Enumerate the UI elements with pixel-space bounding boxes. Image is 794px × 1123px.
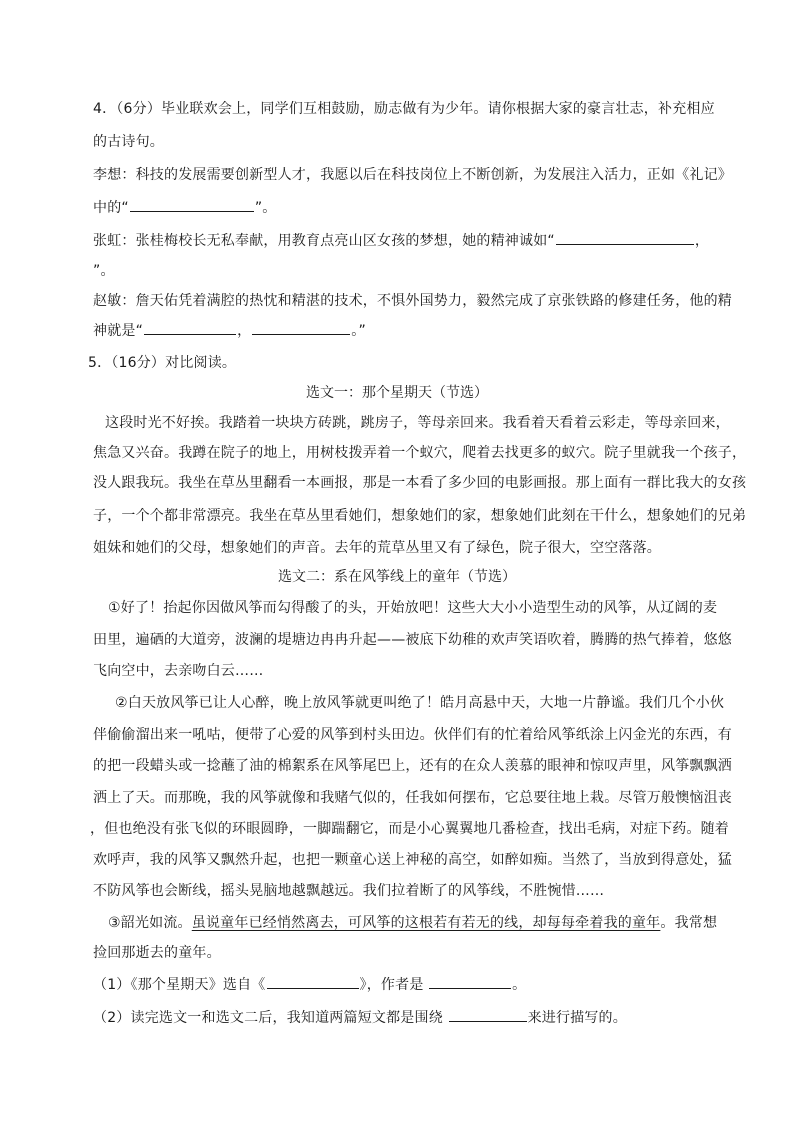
sub2-suffix: 来进行描写的。 bbox=[527, 1010, 627, 1026]
text2-p2-line-1: ②白天放风筝已让人心醉，晚上放风筝就更叫绝了！皓月高悬中天，大地一片静谧。我们几个小伙 bbox=[115, 695, 725, 711]
text2-p2-line-4: 洒上了天。而那晚，我的风筝就像和我赌气似的，任我如何摆布，它总要往地上栽。尽管万般懊恼沮丧 bbox=[93, 790, 732, 806]
text2-p3-line-2: 捡回那逝去的童年。 bbox=[93, 945, 221, 961]
sub-question-2 bbox=[93, 1007, 627, 1029]
text2-p1-line-3: 飞向空中，去亲吻白云…… bbox=[93, 663, 264, 679]
sub2-topic-blank[interactable] bbox=[449, 1007, 527, 1022]
lixiang-answer-blank[interactable] bbox=[130, 197, 254, 212]
zhanghong-line1 bbox=[93, 230, 709, 252]
sub2-prefix: （2）读完选文一和选文二后，我知道两篇短文都是围绕 bbox=[93, 1010, 443, 1026]
zhaomin-line2-prefix: 神就是“ bbox=[93, 323, 144, 339]
zhanghong-line1-text: 张虹：张桂梅校长无私奉献，用教育点亮山区女孩的梦想，她的精神诚如“ bbox=[93, 233, 555, 249]
zhaomin-answer-blank-1[interactable] bbox=[144, 320, 236, 335]
text2-p2-line-5: ，但也绝没有张飞似的环眼圆睁，一脚踹翻它，而是小心翼翼地几番检查，找出毛病，对症下药。随着 bbox=[90, 821, 729, 837]
lixiang-line1: 李想：科技的发展需要创新型人才，我愿以后在科技岗位上不断创新，为发展注入活力，正如《礼记》 bbox=[93, 167, 732, 183]
text1-title: 选文一：那个星期天（节选） bbox=[306, 385, 488, 401]
zhaomin-line2-suffix: 。” bbox=[351, 323, 366, 339]
text1-line-1: 这段时光不好挨。我踏着一块块方砖跳，跳房子，等母亲回来。我看着天看着云彩走，等母亲回来， bbox=[105, 415, 730, 431]
zhanghong-line1-comma: ， bbox=[694, 233, 710, 249]
lixiang-line2-prefix: 中的“ bbox=[93, 200, 129, 216]
q4-header-line1: 4．（6分）毕业联欢会上，同学们互相鼓励，励志做有为少年。请你根据大家的豪言壮志，补充相应 bbox=[93, 101, 715, 117]
text2-p2-line-3: 的把一段蜡头或一捻蘸了油的棉絮系在风筝尾巴上，还有的在众人羡慕的眼神和惊叹声里，风筝飘飘洒 bbox=[93, 758, 732, 774]
text2-p2-line-7: 不防风筝也会断线，摇头晃脑地越飘越远。我们拉着断了的风筝线，不胜惋惜…… bbox=[93, 883, 605, 899]
q5-header: 5．（16分）对比阅读。 bbox=[88, 355, 237, 371]
text2-p3-line-1 bbox=[108, 912, 717, 934]
sub1-source-blank[interactable] bbox=[267, 974, 359, 989]
zhaomin-line2 bbox=[93, 320, 366, 342]
text1-line-4: 子，一个个都非常漂亮。我坐在草丛里看她们，想象她们的家，想象她们此刻在干什么，想象她们的兄弟 bbox=[93, 508, 747, 524]
text2-p2-line-6: 欢呼声，我的风筝又飘然升起，也把一颗童心送上神秘的高空，如醉如痴。当然了，当放到得意处，猛 bbox=[93, 852, 732, 868]
sub-question-1 bbox=[93, 974, 526, 996]
text2-p1-line-2: 田里，遍硒的大道旁，波澜的堤塘边冉冉升起——被底下幼稚的欢声笑语吹着，腾腾的热气捧着，悠悠 bbox=[93, 632, 732, 648]
zhaomin-line1: 赵敏：詹天佑凭着满腔的热忱和精湛的技术，不惧外国势力，毅然完成了京张铁路的修建任务，他的精 bbox=[93, 293, 732, 309]
zhaomin-line2-comma: ， bbox=[237, 323, 252, 339]
lixiang-line2 bbox=[93, 197, 277, 219]
sub1-prefix: （1）《那个星期天》选自《 bbox=[93, 977, 266, 993]
sub1-middle: 》，作者是 bbox=[359, 977, 424, 993]
sub1-author-blank[interactable] bbox=[429, 974, 511, 989]
lixiang-line2-suffix: ”。 bbox=[254, 200, 277, 216]
text2-p2-line-2: 伴偷偷溜出来一吼咕，便带了心爱的风筝到村头田边。伙伴们有的忙着给风筝纸涂上闪金光的东西，有 bbox=[93, 727, 732, 743]
text2-title: 选文二：系在风筝线上的童年（节选） bbox=[278, 569, 516, 585]
sub1-suffix: 。 bbox=[512, 977, 527, 993]
text1-line-2: 焦急又兴奋。我蹲在院子的地上，用树枝拨弄着一个蚁穴，爬着去找更多的蚁穴。院子里就我一个孩子， bbox=[93, 445, 747, 461]
text1-line-5: 姐妹和她们的父母，想象她们的声音。去年的荒草丛里又有了绿色，院子很大，空空落落。 bbox=[93, 540, 661, 556]
zhaomin-answer-blank-2[interactable] bbox=[252, 320, 350, 335]
q4-header-line2: 的古诗句。 bbox=[93, 134, 164, 150]
text1-line-3: 没人跟我玩。我坐在草丛里翻看一本画报，那是一本看了多少回的电影画报。那上面有一群比我大的女孩 bbox=[93, 475, 747, 491]
text2-p3-suffix: 。我常想 bbox=[660, 915, 718, 931]
zhanghong-answer-blank[interactable] bbox=[556, 230, 694, 245]
text2-p3-prefix: ③韶光如流。 bbox=[108, 915, 192, 931]
text2-p3-underlined-sentence: 虽说童年已经悄然离去，可风筝的这根若有若无的线，却每每牵着我的童年 bbox=[191, 915, 661, 931]
text2-p1-line-1: ①好了！抬起你因做风筝而勾得酸了的头，开始放吧！这些大大小小造型生动的风筝，从辽阔的麦 bbox=[108, 600, 718, 616]
zhanghong-line2: ”。 bbox=[93, 263, 115, 279]
